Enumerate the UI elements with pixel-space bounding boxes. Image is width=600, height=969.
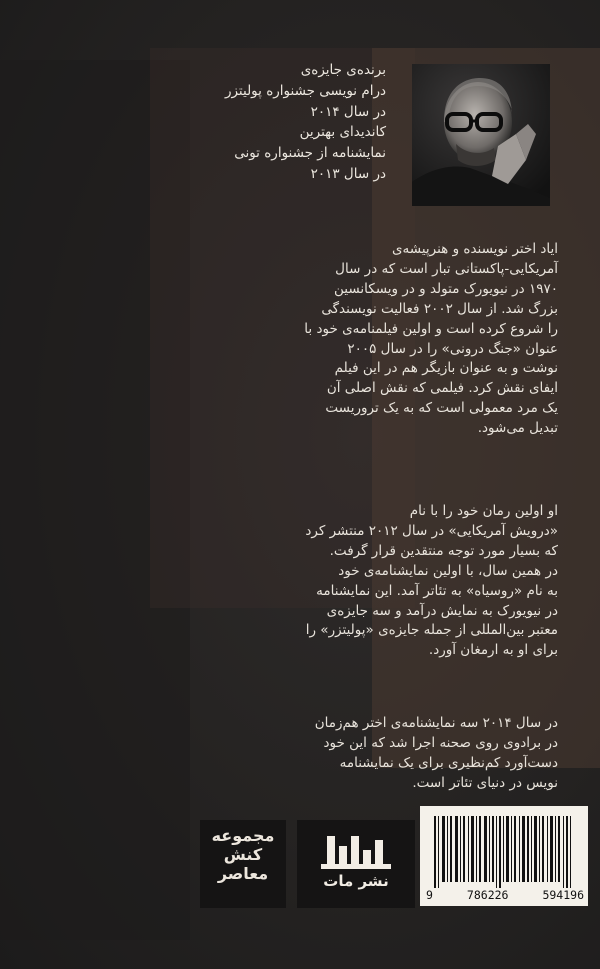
author-photo [412, 64, 550, 206]
text-line: در برادوی روی صحنه اجرا شد که این خود [323, 734, 558, 751]
series-title [200, 826, 286, 883]
award-line: نمایشنامه از جشنواره تونی [234, 145, 386, 161]
isbn-number [426, 888, 584, 902]
publisher-name: نشر مات [323, 872, 389, 890]
text-line: در همین سال، با اولین نمایشنامه‌ی خود [338, 562, 558, 579]
isbn-part: 786226 [466, 888, 509, 902]
text-line: برای او به ارمغان آورد. [428, 642, 558, 659]
text-line: عنوان «جنگ درونی» را در سال ۲۰۰۵ [347, 340, 558, 357]
text-line: را شروع کرده است و اولین فیلمنامه‌ی خود با [304, 320, 558, 337]
award-line: درام نویسی جشنواره پولیتزر [224, 83, 386, 99]
text-line: نوشت و به عنوان بازیگر هم در این فیلم [334, 360, 558, 377]
text-line: معتبر بین‌المللی از جمله جایزه‌ی «پولیتزر» را [305, 622, 558, 639]
award-line: در سال ۲۰۱۴ [310, 104, 386, 120]
bio-paragraph-2 [228, 502, 558, 661]
text-line: ایاد اختر نویسنده و هنرپیشه‌ی [391, 241, 558, 257]
series-title-line: معاصر [217, 864, 269, 883]
text-line: دست‌آورد کم‌نظیری برای یک نمایشنامه [339, 754, 558, 771]
text-line: یک مرد معمولی است که به یک تروریست [325, 400, 558, 417]
text-line: در سال ۲۰۱۴ سه نمایشنامه‌ی اختر هم‌زمان [314, 715, 558, 731]
text-line: نویس در دنیای تئاتر است. [412, 774, 558, 791]
series-title-line: مجموعه [211, 826, 275, 845]
award-line: برنده‌ی جایزه‌ی [300, 62, 386, 78]
isbn-part: 594196 [542, 888, 584, 902]
text-line: ۱۹۷۰ در نیویورک متولد و در ویسکانسین [333, 280, 558, 297]
publisher-logo [297, 820, 415, 908]
text-line: بزرگ شد. از سال ۲۰۰۲ فعالیت نویسندگی [321, 300, 558, 317]
award-tony [186, 122, 386, 185]
text-line: او اولین رمان خود را با نام [409, 503, 558, 519]
text-line: که بسیار مورد توجه منتقدین قرار گرفت. [329, 542, 558, 559]
author-portrait-illustration [412, 64, 550, 206]
award-pulitzer [186, 60, 386, 123]
text-line: تبدیل می‌شود. [477, 420, 558, 437]
series-title-line: کنش [223, 845, 263, 864]
bio-paragraph-1 [228, 240, 558, 439]
award-line: کاندیدای بهترین [299, 124, 386, 140]
award-line: در سال ۲۰۱۳ [310, 166, 386, 182]
text-line: در نیویورک به نمایش درآمد و سه جایزه‌ی [326, 602, 558, 619]
text-line: آمریکایی-پاکستانی تبار است که در سال [335, 260, 558, 277]
bio-paragraph-3 [228, 714, 558, 794]
publisher-mark-icon [297, 820, 415, 908]
isbn-part: 9 [426, 888, 433, 902]
text-line: به نام «روسیاه» به تئاتر آمد. این نمایشنامه [316, 582, 558, 599]
text-line: ایفای نقش کرد. فیلمی که نقش اصلی آن [326, 380, 558, 397]
text-line: «درویش آمریکایی» در سال ۲۰۱۲ منتشر کرد [305, 522, 558, 539]
